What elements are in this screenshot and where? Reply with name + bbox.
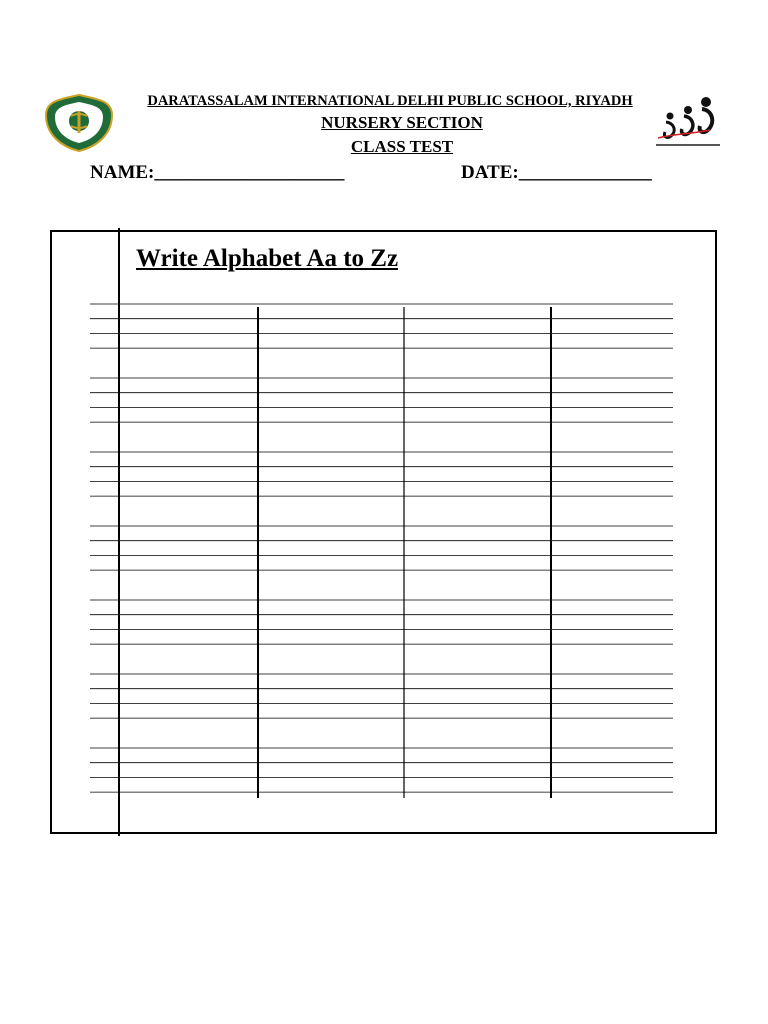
date-blank[interactable]: ______________ (518, 162, 652, 183)
test-title: CLASS TEST (350, 137, 454, 156)
section-title: NURSERY SECTION (321, 113, 483, 132)
worksheet-title: Write Alphabet Aa to Zz (136, 245, 399, 272)
date-label: DATE: (461, 162, 519, 183)
name-blank[interactable]: ____________________ (154, 162, 345, 183)
school-name: DARATASSALAM INTERNATIONAL DELHI PUBLIC SCHOOL, RIYADH (147, 93, 633, 109)
name-label: NAME: (90, 162, 155, 183)
